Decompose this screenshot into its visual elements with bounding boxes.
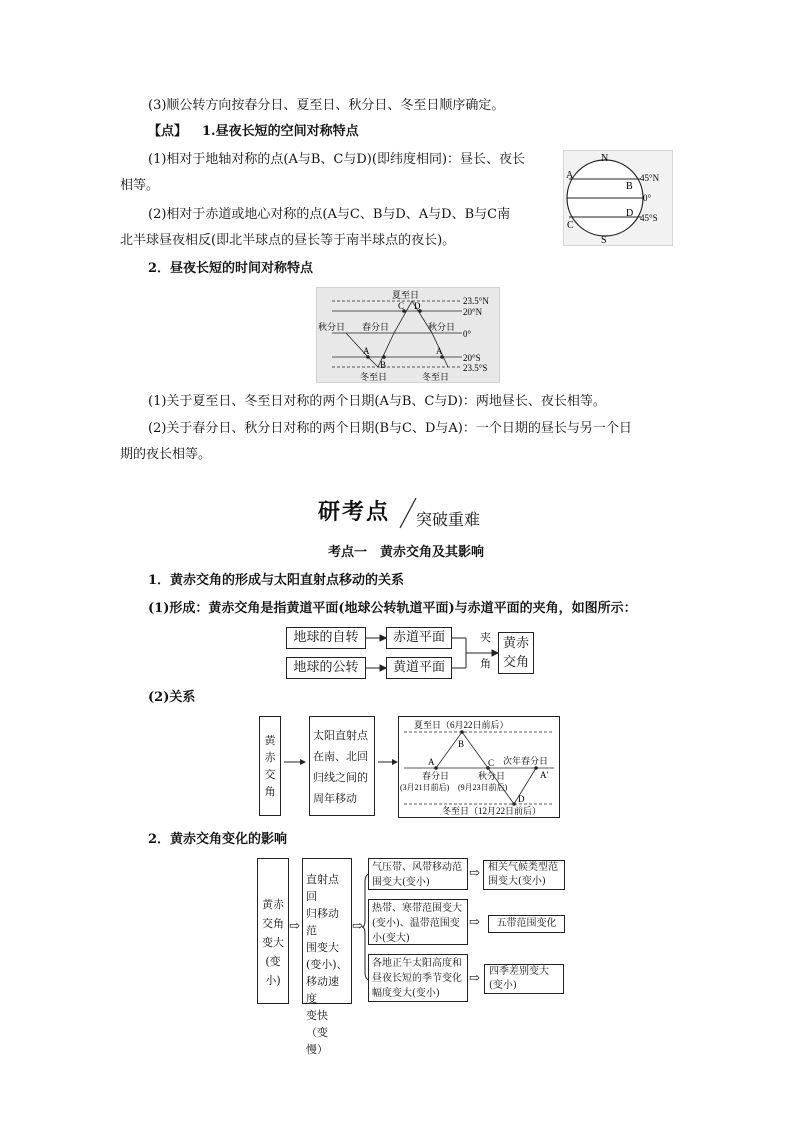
imp-arrow-2: ⇨ (352, 919, 363, 934)
temporal-2b: 期的夜长相等。 (120, 447, 212, 462)
formation-text: (1)形成：黄赤交角是指黄道平面(地球公转轨道平面)与赤道平面的夹角，如图所示： (148, 601, 637, 616)
label-45n: 45°N (640, 173, 660, 183)
relation-label: (2)关系 (148, 690, 196, 705)
tf-lat5: 23.5°S (463, 363, 488, 373)
rel-spring-date: (3月21日前后) (400, 783, 450, 792)
imp-arrow-r1: ⇨ (469, 866, 480, 881)
label-s: S (601, 235, 607, 246)
tf-b1: B (380, 360, 387, 370)
imp-mid-4: (变小)、 (306, 958, 348, 971)
label-n: N (601, 153, 609, 164)
rel-autumn: 秋分日 (478, 771, 506, 781)
label-a: A (566, 170, 574, 181)
imp-left-2: 交角 (262, 917, 284, 930)
imp-r1-box (368, 858, 468, 890)
imp-o3-box (484, 964, 564, 994)
temporal-2a: (2)关于春分日、秋分日对称的两个日期(B与C、D与A)：一个日期的昼长与另一个日 (148, 421, 632, 436)
tf-lat4: 20°S (463, 353, 481, 363)
imp-o2-1: 五带范围变化 (496, 918, 557, 929)
imp-arrow-r2: ⇨ (469, 915, 480, 930)
label-d: D (626, 208, 634, 219)
rel-c: C (488, 758, 495, 768)
rel-mid-box (309, 716, 375, 816)
tf-spring: 春分日 (362, 322, 390, 332)
label-jia: 夹 (480, 631, 491, 644)
imp-o1-2: 围变大(变小) (488, 876, 546, 887)
box-rotation: 地球的自转 (286, 627, 366, 649)
rel-a2: A′ (540, 770, 549, 780)
imp-mid-5: 移动速度 (306, 975, 339, 1005)
imp-o3-2: (变小) (489, 980, 517, 991)
imp-o1-box (483, 860, 565, 890)
heading-1: 1．黄赤交角的形成与太阳直射点移动的关系 (148, 573, 405, 588)
imp-r2-1: 热带、寒带范围变大 (372, 903, 462, 914)
rel-d: D (518, 794, 525, 804)
spatial-2b: 北半球昼夜相反(即北半球点的昼长等于南半球点的夜长)。 (120, 233, 456, 248)
imp-mid-7: 慢） (306, 1043, 328, 1056)
imp-left-4: (变小) (265, 955, 281, 987)
label-45s: 45°S (640, 213, 658, 223)
imp-arrow-1: ⇨ (289, 919, 300, 934)
spatial-1b: 相等。 (120, 178, 160, 193)
imp-arrow-r3: ⇨ (469, 971, 480, 986)
rel-mid-line-1: 太阳直射点 (313, 729, 368, 742)
banner-main: 研考点 (318, 500, 391, 525)
intro-line-1: (3)顺公转方向按春分日、夏至日、秋分日、冬至日顺序确定。 (148, 98, 505, 113)
tf-d1: D (414, 301, 421, 311)
imp-r2-3: 小(变大) (372, 933, 410, 944)
temporal-title: 2．昼夜长短的时间对称特点 (148, 261, 314, 276)
imp-r3-1: 各地正午太阳高度和 (372, 958, 462, 969)
tf-lat1: 23.5°N (463, 296, 489, 306)
heading-2: 2．黄赤交角变化的影响 (148, 832, 288, 847)
tf-autumn: 秋分日 (318, 322, 346, 332)
globe-figure (563, 150, 673, 246)
imp-left-1: 黄赤 (262, 898, 284, 911)
imp-r3-3: 幅度变大(变小) (372, 988, 440, 999)
imp-r2-box (368, 899, 468, 945)
box-revolution: 地球的公转 (286, 657, 366, 679)
point-tag: 【点】 (148, 124, 188, 139)
rel-mid-line-2: 在南、北回 (313, 750, 368, 763)
point-title: 1.昼夜长短的空间对称特点 (202, 124, 359, 139)
imp-r1-1: 气压带、风带移动范 (372, 862, 462, 873)
rel-mid-line-3: 归线之间的 (313, 771, 368, 784)
rel-a: A (428, 757, 435, 767)
tf-a2: A (436, 346, 443, 356)
tf-a1: A (363, 346, 370, 356)
spatial-1a: (1)相对于地轴对称的点(A与B、C与D)(即纬度相同)：昼长、夜长 (148, 152, 526, 167)
tf-lat2: 20°N (463, 307, 483, 317)
banner-sub: 突破重难 (416, 510, 481, 529)
rel-spring: 春分日 (422, 771, 450, 781)
imp-left-box (257, 858, 289, 1004)
temporal-figure (316, 287, 500, 383)
rel-winter: 冬至日（12月22日前后） (442, 806, 542, 816)
rel-mid-line-4: 周年移动 (313, 792, 357, 805)
rel-arrow-1 (282, 755, 310, 769)
tf-winter2: 冬至日 (422, 372, 450, 382)
imp-mid-3: 围变大 (306, 941, 339, 954)
box-equator-plane: 赤道平面 (386, 627, 452, 649)
rel-left-box: 黄赤交角 (259, 716, 281, 816)
rel-autumn-date: (9月23日前后) (458, 783, 508, 792)
box-ecliptic-plane: 黄道平面 (386, 657, 452, 679)
label-b: B (626, 181, 633, 192)
tf-c1: C (398, 301, 405, 311)
imp-o1-1: 相关气候类型范 (488, 862, 558, 873)
imp-mid-1: 直射点回 (306, 873, 339, 903)
temporal-1: (1)关于夏至日、冬至日对称的两个日期(A与B、C与D)：两地昼长、夜长相等。 (148, 394, 606, 409)
label-c: C (567, 220, 574, 231)
rel-next-spring: 次年春分日 (503, 756, 549, 766)
imp-r3-2: 昼夜长短的季节变化 (372, 973, 462, 984)
label-0: 0° (643, 193, 652, 203)
tf-summer: 夏至日 (392, 290, 420, 300)
label-jiao: 角 (480, 657, 491, 670)
kaodian-title: 考点一 黄赤交角及其影响 (328, 545, 485, 560)
tf-lat3: 0° (463, 329, 472, 339)
box-obliquity: 黄赤交角 (498, 632, 534, 674)
tf-autumn2: 秋分日 (428, 322, 456, 332)
imp-mid-2: 归移动范 (306, 907, 339, 937)
imp-mid-6: 变快（变 (306, 1009, 328, 1039)
spatial-2a: (2)相对于赤道或地心对称的点(A与C、B与D、A与D、B与C南 (148, 207, 511, 222)
imp-r3-box (368, 954, 468, 1002)
rel-b: B (458, 739, 465, 749)
tf-winter1: 冬至日 (360, 372, 388, 382)
imp-left-3: 变大 (262, 936, 284, 949)
rel-sun-path (398, 716, 560, 818)
imp-o3-1: 四季差别变大 (489, 966, 549, 977)
imp-o2-box (488, 915, 565, 933)
imp-r1-2: 围变大(变小) (372, 877, 430, 888)
imp-r2-2: (变小)、温带范围变 (372, 918, 460, 929)
rel-summer: 夏至日（6月22日前后） (414, 720, 509, 730)
imp-mid-box (302, 858, 352, 1056)
